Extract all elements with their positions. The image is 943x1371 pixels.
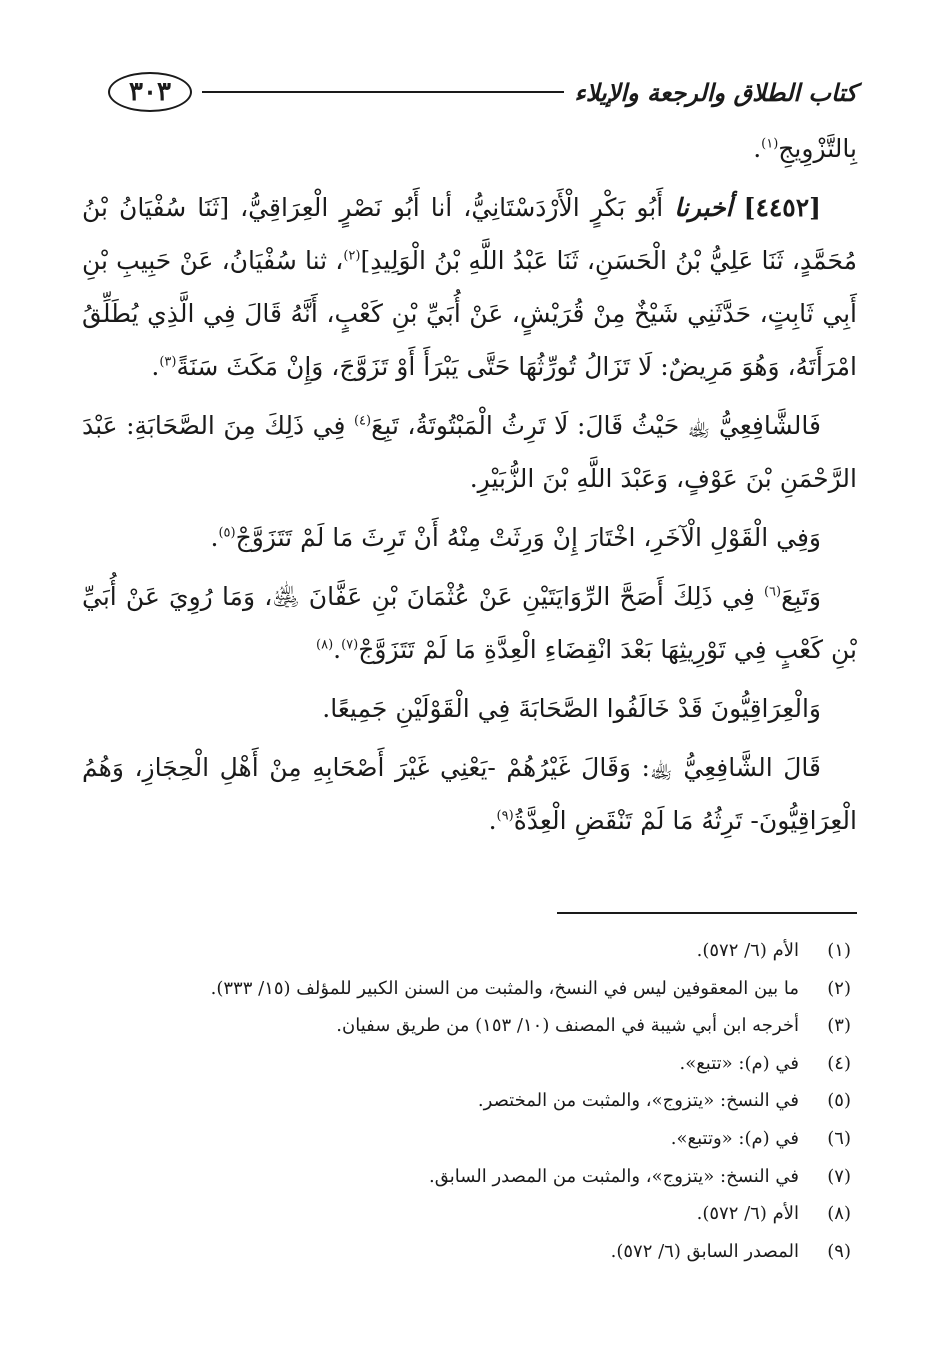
footnote-item: (٣) أخرجه ابن أبي شيبة في المصنف (١٠/ ١٥٣) من طريق سفيان. xyxy=(336,1015,851,1037)
page-header xyxy=(108,64,857,120)
paragraph-2: فَالشَّافِعِيُّ ﵀ حَيْثُ قَالَ: لَا تَرِثُ الْمَبْتُوتَةُ، تَبِعَ$^{(٤)}$ فِي ذَلِكَ مِنَ الصَّحَابَةِ: عَبْدَ الرَّحْمَنِ بْنَ عَوْفٍ، وَعَبْدَ اللَّهِ بْنَ الزُّبَيْرِ. xyxy=(82,411,857,493)
paragraph-6: قَالَ الشَّافِعِيُّ ﵀: وَقَالَ غَيْرُهُمْ -يَعْنِي غَيْرَ أَصْحَابِهِ مِنْ أَهْلِ الْحِجَازِ، وَهُمُ الْعِرَاقِيُّونَ- تَرِثُهُ مَا لَمْ تَنْقَضِ الْعِدَّةُ$^{(٩)}$. xyxy=(82,753,857,835)
footnote-item: (٢) ما بين المعقوفين ليس في النسخ، والمثبت من السنن الكبير للمؤلف (١٥/ ٣٣٣). xyxy=(210,977,851,999)
footnote-item: (٩) المصدر السابق (٦/ ٥٧٢). xyxy=(610,1240,851,1262)
footnote-item: (٨) الأم (٦/ ٥٧٢). xyxy=(696,1203,851,1225)
footnote-ref: (٥) xyxy=(218,525,236,541)
hadith-number: [٤٤٥٢] xyxy=(743,193,821,222)
footnote-ref: (٤) xyxy=(353,413,372,429)
footnote-item: (٦) في (م): «وتتبع». xyxy=(670,1127,851,1149)
footnote-ref: (١) xyxy=(761,136,779,152)
footnote-item: (٥) في النسخ: «يتزوج»، والمثبت من المختصر. xyxy=(477,1090,851,1112)
page-number: ٣٠٣ xyxy=(129,77,171,107)
footnote-separator xyxy=(557,912,857,914)
footnote-ref: (٦) xyxy=(763,584,782,600)
paragraph-3: وَفِي الْقَوْلِ الْآخَرِ، اخْتَارَ إِنْ وَرِثَتْ مِنْهُ أَنْ تَرِثَ مَا لَمْ تَتَزَوَّجْ$^{(٥)}$. xyxy=(210,523,821,552)
footnote-ref: (٣) xyxy=(159,354,177,370)
footnote-ref: (٩) xyxy=(496,808,514,824)
footnotes xyxy=(82,932,851,1270)
footnote-ref: (٧) xyxy=(341,637,359,653)
paragraph-hadith-4452: [٤٤٥٢] أخبرنا أَبُو بَكْرٍ الْأَرْدَسْتَانِيُّ، أنا أَبُو نَصْرٍ الْعِرَاقِيُّ، [ثَنَا سُفْيَانُ بْنُ مُحَمَّدٍ، ثَنَا عَلِيُّ بْنُ الْحَسَنِ، ثَنَا عَبْدُ اللَّهِ بْنُ الْوَلِيدِ]$^{(٢)}$، ثنا سُفْيَانُ، عَنْ حَبِيبِ بْنِ أَبِي ثَابِتٍ، حَدَّثَنِي شَيْخٌ مِنْ قُرَيْشٍ، عَنْ أُبَيِّ بْنِ كَعْبٍ، أَنَّهُ قَالَ فِي الَّذِي يُطَلِّقُ امْرَأَتَهُ، وَهُوَ مَرِيضٌ: لَا تَزَالُ تُورِّثُهَا حَتَّى يَبْرَأَ أَوْ تَزَوَّجَ، وَإِنْ مَكَثَ سَنَةً$^{(٣)}$. xyxy=(82,193,857,381)
akhbarana-label: أخبرنا xyxy=(674,193,733,222)
page-number-badge xyxy=(108,72,192,112)
running-title: كتاب الطلاق والرجعة والإيلاء xyxy=(574,77,857,107)
footnote-item: (٧) في النسخ: «يتزوج»، والمثبت من المصدر السابق. xyxy=(429,1165,851,1187)
footnote-item: (٤) في (م): «تتبع». xyxy=(679,1052,851,1074)
paragraph-0: بِالتَّزْوِيجِ$^{(١)}$. xyxy=(753,134,857,163)
footnote-item: (١) الأم (٦/ ٥٧٢). xyxy=(696,940,851,961)
paragraph-4: وَتَبِعَ$^{(٦)}$ فِي ذَلِكَ أَصَحَّ الرِّوَايَتَيْنِ عَنْ عُثْمَانَ بْنِ عَفَّانَ ﵁، وَمَا رُوِيَ عَنْ أُبَيِّ بْنِ كَعْبٍ فِي تَوْرِيثِهَا بَعْدَ انْقِضَاءِ الْعِدَّةِ مَا لَمْ تَتَزَوَّجْ$^{(٧)}$.$^{(٨)}$ xyxy=(82,582,857,664)
footnote-ref: (٢) xyxy=(343,248,361,264)
main-text xyxy=(82,122,857,853)
footnote-ref: (٨) xyxy=(316,637,334,653)
header-rule xyxy=(202,91,564,93)
paragraph-5: وَالْعِرَاقِيُّونَ قَدْ خَالَفُوا الصَّحَابَةَ فِي الْقَوْلَيْنِ جَمِيعًا. xyxy=(322,694,821,723)
